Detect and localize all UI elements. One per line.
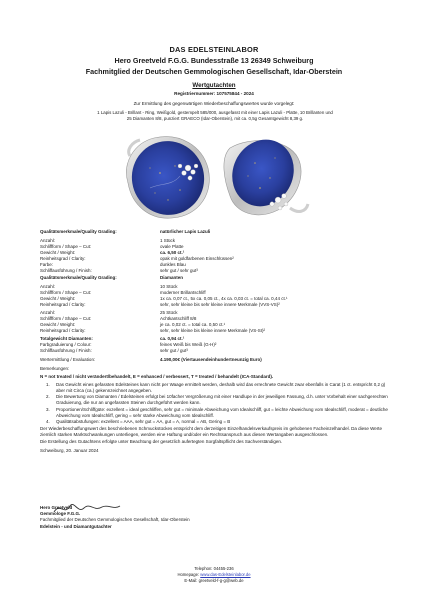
ring-photo bbox=[120, 128, 310, 223]
item-description-line1: 1 Lapis Lazuli - Brillant - Ring, Weißgold, gestempelt 585/000, ausgefasst mit einer Lapis Lazuli - Platte, 10 Brillanten und bbox=[97, 110, 333, 115]
row-label: Reinheitsgrad / Clarity: bbox=[40, 256, 86, 261]
row-value: moderner Brillantschliff bbox=[160, 290, 206, 295]
lab-title: DAS EDELSTEINLABOR bbox=[169, 45, 259, 54]
row-label: Gewicht / Weight: bbox=[40, 322, 76, 327]
ring-right-image bbox=[221, 130, 308, 217]
total-weight-value: ca. 0,94 ct.¹ bbox=[160, 336, 185, 341]
row-value: sehr gut / sehr gut³ bbox=[160, 268, 198, 273]
remark-text: Proportionen/Schliffgüte: exzellent = ideal geschliffen, sehr gut = minimale Abweichung vom Idealschliff, gut = leichte Abweichung vom Idealschliff, moderat = deutliche Abweichung vom Idealschliff, gering = sehr starke Abweichung vom Idealschliff. bbox=[56, 406, 388, 418]
row-label: Gewicht / Weight: bbox=[40, 250, 76, 255]
row-value: dunkles Blau bbox=[160, 262, 186, 267]
remark-text: Qualitätsabstufungen: exzellent = AAA, sehr gut = AA, gut = A, normal = AB, Gering = B bbox=[56, 418, 231, 424]
remark-number: 4. bbox=[46, 418, 50, 424]
signer-name: Hero Greetveld bbox=[40, 505, 73, 510]
register-number: Registriernummer: 107575844 - 2024 bbox=[174, 91, 254, 96]
row-value: sehr, sehr kleine bis kleine innere Merkmale (VS-SI)² bbox=[160, 328, 266, 333]
evaluation-value bbox=[160, 357, 262, 362]
item-description-line2: 25 Diamanten 8/8, punziert GRAECO (Idar-Oberstein), mit ca. 0,5g Gesamtgewicht 8,39 g. bbox=[126, 116, 304, 122]
homepage-link[interactable]: www.das-Edelsteinlabor.de bbox=[200, 572, 251, 577]
treatment-legend: N = not treated / nicht verändert/behandelt, E = enhanced / verbessert, T = treated / behandelt (ICA-Standard). bbox=[40, 374, 274, 380]
row-label: Schliffform / Shape – Cut: bbox=[40, 316, 92, 321]
signer-membership: Fachmitglied der Deutschen Gemmologischen Gesellschaft, Idar-Oberstein bbox=[40, 517, 190, 523]
row-value: feines Weiß bis Weiß (G-H)² bbox=[160, 342, 217, 347]
row-value: ovale Platte bbox=[160, 244, 184, 249]
remark-number: 1. bbox=[46, 382, 50, 388]
row-label: Anzahl: bbox=[40, 310, 56, 315]
footer-phone: Telephon: 04455-236 bbox=[194, 566, 234, 571]
row-label: Farbe: bbox=[40, 262, 54, 267]
row-value: 10 Stück bbox=[160, 284, 178, 289]
row-value: opak mit goldfarbenen Einschlüssen² bbox=[160, 256, 234, 261]
grading-header-label: Qualitätsmerkmale/Quality Grading: bbox=[40, 275, 117, 280]
remark-item bbox=[40, 394, 390, 406]
remark-number: 3. bbox=[46, 406, 50, 412]
row-value: 1 Stück bbox=[160, 238, 176, 243]
remark-item bbox=[40, 407, 390, 419]
remarks-list bbox=[40, 382, 390, 425]
grading-header-value: Diamanten bbox=[160, 275, 184, 280]
lab-address: Hero Greetveld F.G.G. Bundesstraße 13 26349 Schweiburg bbox=[114, 56, 314, 65]
grading-header-value: natürlicher Lapis Lazuli bbox=[160, 229, 211, 234]
grading-header-lapis bbox=[40, 229, 400, 235]
row-label: Schliffform / Shape – Cut: bbox=[40, 290, 92, 295]
remark-item bbox=[40, 419, 390, 425]
table-row bbox=[40, 328, 400, 334]
remark-number: 2. bbox=[46, 394, 50, 400]
disclaimer-paragraph: Der Wiederbeschaffungswert des beschriebenen Schmuckstückes entspricht dem derzeitigen Einzelhandelsverkaufspreis im gehobenen Facheinzelhandel. Da diese Werte ziemlich starken Marktschwankungen unterliegen, werden eine Haftung und/oder ein Rechtsanspruch aus diesen Wertangaben ausgeschlossen. bbox=[40, 425, 383, 437]
row-label: Gewicht / Weight: bbox=[40, 296, 76, 301]
row-label: Reinheitsgrad / Clarity: bbox=[40, 302, 86, 307]
lab-membership: Fachmitglied der Deutschen Gemmologischen Gesellschaft, Idar-Oberstein bbox=[85, 67, 343, 76]
table-row bbox=[40, 348, 400, 354]
document-title: Wertgutachten bbox=[192, 82, 236, 89]
row-label: Schliffform / Shape – Cut: bbox=[40, 244, 92, 249]
row-value: 1x ca. 0,07 ct., 5x ca. 0,05 ct., 4x ca. 0,03 ct. = total ca. 0,44 ct.¹ bbox=[160, 296, 288, 301]
row-label: Reinheitsgrad / Clarity: bbox=[40, 328, 86, 333]
signature-block bbox=[40, 505, 190, 530]
footer bbox=[0, 566, 428, 584]
evaluation-row bbox=[40, 357, 400, 363]
grading-header-diamonds bbox=[40, 275, 400, 281]
diligence-paragraph: Die Erstellung des Gutachtens erfolgte unter Beachtung der gesetzlich aufertegten Sorgfaltspflicht des Sachverständigen. bbox=[40, 439, 283, 445]
evaluation-label: Wertermittlung / Evaluation: bbox=[40, 357, 96, 362]
row-label: Anzahl: bbox=[40, 238, 56, 243]
row-value: je ca. 0,02 ct. = total ca. 0,50 ct.¹ bbox=[160, 322, 226, 327]
remarks-title: Bemerkungen: bbox=[40, 366, 70, 371]
item-description bbox=[48, 110, 382, 122]
row-label: Anzahl: bbox=[40, 284, 56, 289]
remark-item bbox=[40, 382, 390, 394]
footer-email[interactable]: E-Mail: greetveld-f-g-g@web.de bbox=[184, 578, 244, 583]
signer-title: Gemmologe F.G.G. bbox=[40, 511, 81, 517]
row-value: Achtkantschliff 8/8 bbox=[160, 316, 197, 321]
evaluation-amount: 4.190,00€ (Viertausendeinhundertneunzig Euro) bbox=[160, 357, 262, 362]
remarks-section bbox=[40, 366, 390, 454]
row-value: ca. 6,50 ct.¹ bbox=[160, 250, 185, 255]
table-row bbox=[40, 268, 400, 274]
remark-text: Das Gewicht eines gefassten Edelsteines kann nicht per Waage ermittelt werden, deshalb wird das errechnete Gewicht zwar ebenfalls in Carat (1 ct. entspricht 0,2 g) aber mit Circa (ca.) gekennzeichnet angegeben. bbox=[56, 382, 386, 394]
place-date: Schweiburg, 20. Januar 2024 bbox=[40, 448, 99, 454]
row-value: 25 Stück bbox=[160, 310, 178, 315]
signer-role: Edelstein - und Diamantgutachter bbox=[40, 523, 112, 529]
table-row bbox=[40, 302, 400, 308]
homepage-label: Homepage: bbox=[177, 572, 200, 577]
grading-header-label: Qualitätsmerkmale/Quality Grading: bbox=[40, 229, 117, 234]
row-label: Farbgraduierung / Colour: bbox=[40, 342, 92, 347]
remark-text: Die Bewertung von Diamanten / Edelsteinen erfolgt bei 10facher Vergrößerung mit einer Handlupe in der jeweiligen Fassung, d.h. unter Vorbehalt einer sachgerechten Graduierung, die nur an ungefassten Steinen durchgeführt werden kann. bbox=[56, 394, 388, 406]
ring-left-image bbox=[122, 131, 215, 223]
total-weight-label: Totalgewicht Diamanten: bbox=[40, 336, 93, 341]
purpose-statement: Zur Ermittlung des gegenwärtigen Wiederbeschaffungswertes wurde vorgelegt: bbox=[133, 101, 295, 106]
row-value: sehr gut / gut³ bbox=[160, 348, 188, 353]
row-label: Schliffausführung / Finish: bbox=[40, 348, 92, 353]
row-label: Schliffausführung / Finish: bbox=[40, 268, 92, 273]
row-value: sehr, sehr kleine bis sehr kleine innere Merkmale (VVS-VS)² bbox=[160, 302, 280, 307]
